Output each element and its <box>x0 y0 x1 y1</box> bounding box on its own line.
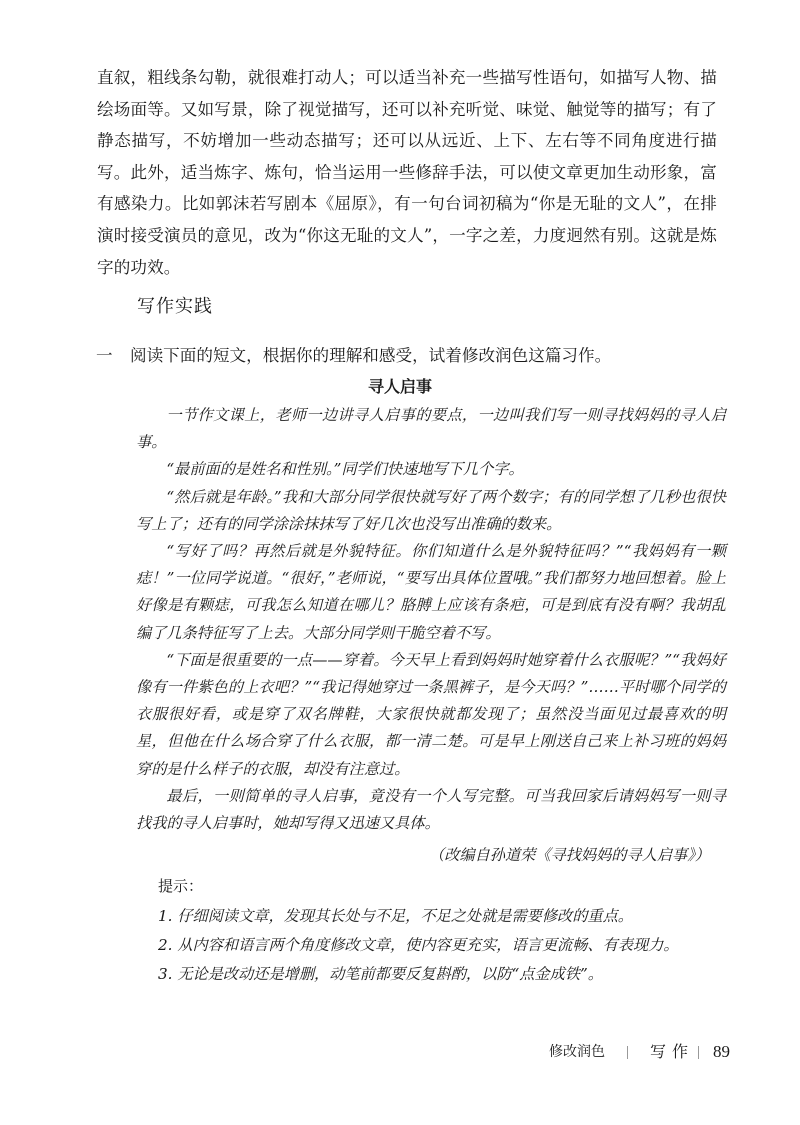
hints-label: 提示： <box>158 877 204 895</box>
footer-lesson-title: 修改润色 <box>548 1044 605 1060</box>
section-heading: 写作实践 <box>137 296 213 317</box>
footer-divider <box>698 1046 699 1059</box>
footer-unit-title: 写作 <box>649 1042 694 1061</box>
essay-paragraph: 一节作文课上，老师一边讲寻人启事的要点，一边叫我们写一则寻找妈妈的寻人启事。 <box>136 406 726 452</box>
exercise-number: 一 <box>96 346 113 365</box>
essay-paragraph: “然后就是年龄。”我和大部分同学很快就写好了两个数字；有的同学想了几秒也很快写上了；还有的同学涂涂抹抹写了好几次也没写出准确的数来。 <box>136 487 726 533</box>
hint-item: 2. 从内容和语言两个角度修改文章，使内容更充实，语言更流畅、有表现力。 <box>158 936 679 954</box>
exercise-prompt <box>96 343 611 369</box>
essay-body <box>136 402 726 837</box>
hint-item: 3. 无论是改动还是增删，动笔前都要反复斟酌，以防“点金成铁”。 <box>158 965 603 983</box>
essay-paragraph: “下面是很重要的一点——穿着。今天早上看到妈妈时她穿着什么衣服呢？”“我妈好像有一件紫色的上衣吧？”“我记得她穿过一条黑裤子，是今天吗？”……平时哪个同学的衣服很好看，或是穿了双名牌鞋，大家很快就都发现了；虽然没当面见过最喜欢的明星，但他在什么场合穿了什么衣服，都一清二楚。可是早上刚送自己来上补习班的妈妈穿的是什么样子的衣服，却没有注意过。 <box>136 650 726 778</box>
essay-paragraph: “最前面的是姓名和性别。”同学们快速地写下几个字。 <box>166 460 524 479</box>
essay-title: 寻人启事 <box>367 377 432 396</box>
exercise-text: 阅读下面的短文，根据你的理解和感受，试着修改润色这篇习作。 <box>130 346 612 365</box>
hint-item: 1. 仔细阅读文章，发现其长处与不足，不足之处就是需要修改的重点。 <box>158 907 633 925</box>
page-footer <box>549 1041 730 1063</box>
essay-paragraph: 最后，一则简单的寻人启事，竟没有一个人写完整。可当我回家后请妈妈写一则寻找我的寻人启事时，她却写得又迅速又具体。 <box>136 786 726 833</box>
intro-paragraph <box>97 62 717 283</box>
page-number: 89 <box>713 1042 730 1061</box>
hints-list <box>158 902 738 989</box>
footer-divider <box>627 1046 628 1059</box>
essay-paragraph: “写好了吗？再然后就是外貌特征。你们知道什么是外貌特征吗？”“我妈妈有一颗痣！”一位同学说道。“很好，”老师说，“要写出具体位置哦。”我们都努力地回想着。脸上好像是有颗痣，可我怎么知道在哪儿？胳膊上应该有条疤，可是到底有没有啊？我胡乱编了几条特征写了上去。大部分同学则干脆空着不写。 <box>136 542 726 642</box>
essay-source: （改编自孙道荣《寻找妈妈的寻人启事》） <box>429 846 710 864</box>
intro-text: 直叙，粗线条勾勒，就很难打动人；可以适当补充一些描写性语句，如描写人物、描绘场面等。又如写景，除了视觉描写，还可以补充听觉、味觉、触觉等的描写；有了静态描写，不妨增加一些动态描写；还可以从远近、上下、左右等不同角度进行描写。此外，适当炼字、炼句，恰当运用一些修辞手法，可以使文章更加生动形象，富有感染力。比如郭沫若写剧本《屈原》，有一句台词初稿为“你是无耻的文人”，在排演时接受演员的意见，改为“你这无耻的文人”，一字之差，力度迥然有别。这就是炼字的功效。 <box>97 68 717 277</box>
